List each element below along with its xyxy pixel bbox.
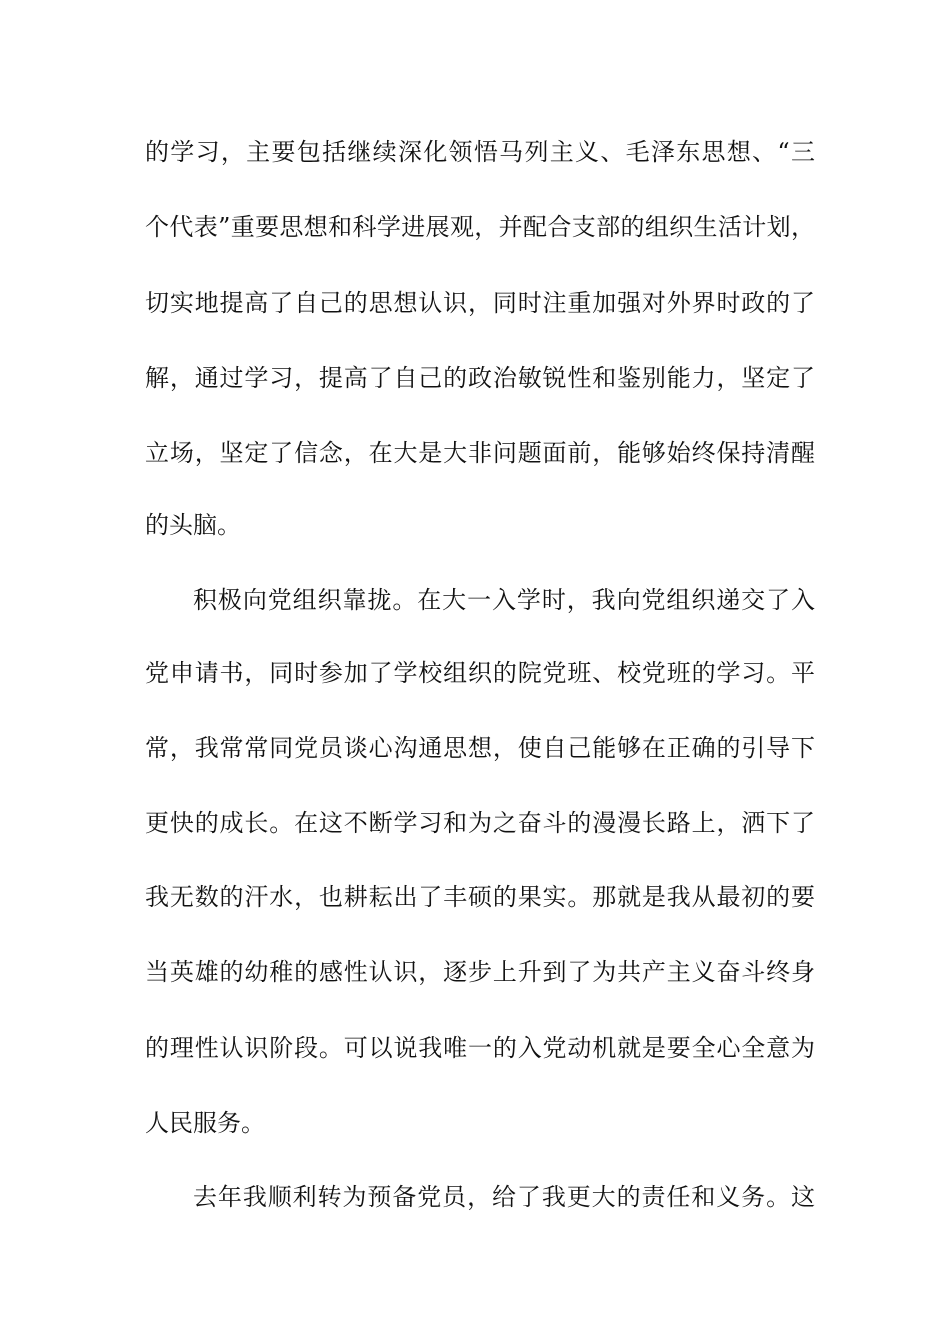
- text-line: 党申请书，同时参加了学校组织的院党班、校党班的学习。平: [145, 659, 815, 687]
- text-line: 常，我常常同党员谈心沟通思想，使自己能够在正确的引导下: [145, 734, 815, 762]
- text-line: 人民服务。: [145, 1109, 265, 1137]
- text-line: 更快的成长。在这不断学习和为之奋斗的漫漫长路上，洒下了: [145, 809, 815, 837]
- text-line: 立场，坚定了信念，在大是大非问题面前，能够始终保持清醒: [145, 439, 815, 467]
- text-line: 的学习，主要包括继续深化领悟马列主义、毛泽东思想、“三: [145, 138, 815, 166]
- text-line: 的头脑。: [145, 511, 241, 539]
- text-line: 的理性认识阶段。可以说我唯一的入党动机就是要全心全意为: [145, 1034, 815, 1062]
- text-line: 切实地提高了自己的思想认识，同时注重加强对外界时政的了: [145, 289, 815, 317]
- text-line: 解，通过学习，提高了自己的政治敏锐性和鉴别能力，坚定了: [145, 364, 815, 392]
- paragraph-first-line: 积极向党组织靠拢。在大一入学时，我向党组织递交了入: [193, 586, 815, 614]
- text-line: 当英雄的幼稚的感性认识，逐步上升到了为共产主义奋斗终身: [145, 958, 815, 986]
- text-line: 我无数的汗水，也耕耘出了丰硕的果实。那就是我从最初的要: [145, 883, 815, 911]
- paragraph-first-line: 去年我顺利转为预备党员，给了我更大的责任和义务。这: [193, 1183, 815, 1211]
- text-line: 个代表”重要思想和科学进展观，并配合支部的组织生活计划，: [145, 213, 815, 241]
